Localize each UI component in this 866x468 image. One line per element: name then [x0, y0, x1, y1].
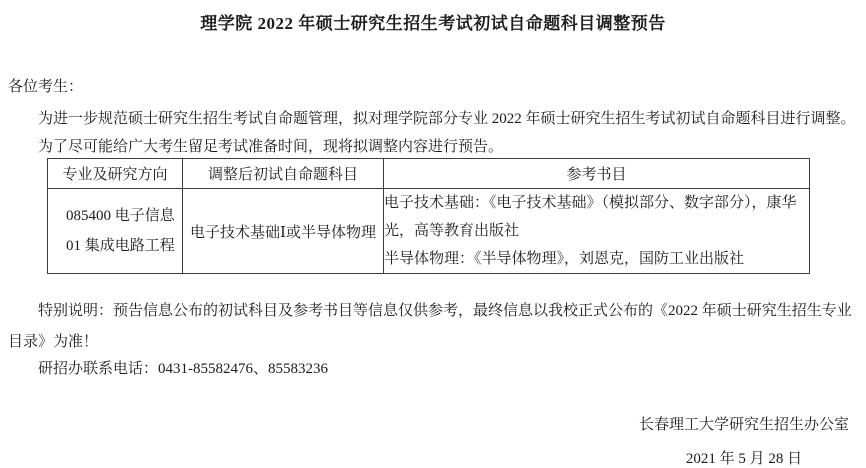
intro-paragraph-2: 为了尽可能给广大考生留足考试准备时间，现将拟调整内容进行预告。 — [38, 139, 504, 155]
special-note: 特别说明：预告信息公布的初试科目及参考书目等信息仅供参考，最终信息以我校正式公布的《2022 年硕士研究生招生专业目录》为准！ — [8, 303, 852, 350]
subject-adjustment-table — [47, 158, 810, 274]
greeting-line: 各位考生： — [8, 79, 84, 95]
cell-references — [384, 189, 810, 274]
signature-block — [639, 413, 849, 468]
signature-date: 2021 年 5 月 28 日 — [685, 451, 803, 467]
major-code-line: 085400 电子信息 — [66, 208, 175, 224]
document-title: 理学院 2022 年硕士研究生招生考试初试自命题科目调整预告 — [200, 14, 666, 33]
intro-paragraph-1: 为进一步规范硕士研究生招生考试自命题管理，拟对理学院部分专业 2022 年硕士研究生招生考试初试自命题科目进行调整。 — [38, 111, 856, 127]
table-header-row — [48, 159, 810, 189]
column-header-major: 专业及研究方向 — [48, 159, 183, 189]
major-direction-line: 01 集成电路工程 — [66, 238, 175, 254]
table-row — [48, 189, 810, 274]
organization-name: 长春理工大学研究生招生办公室 — [638, 417, 849, 433]
column-header-references: 参考书目 — [384, 159, 810, 189]
column-header-subject: 调整后初试自命题科目 — [183, 159, 384, 189]
cell-major — [48, 189, 183, 274]
cell-subject: 电子技术基础Ⅰ或半导体物理 — [183, 189, 384, 274]
reference-book-1: 电子技术基础：《电子技术基础》（模拟部分、数字部分），康华光，高等教育出版社 — [384, 195, 797, 239]
contact-phone-line: 研招办联系电话：0431-85582476、85583236 — [38, 361, 328, 377]
reference-book-2: 半导体物理：《半导体物理》，刘恩克，国防工业出版社 — [384, 251, 745, 267]
